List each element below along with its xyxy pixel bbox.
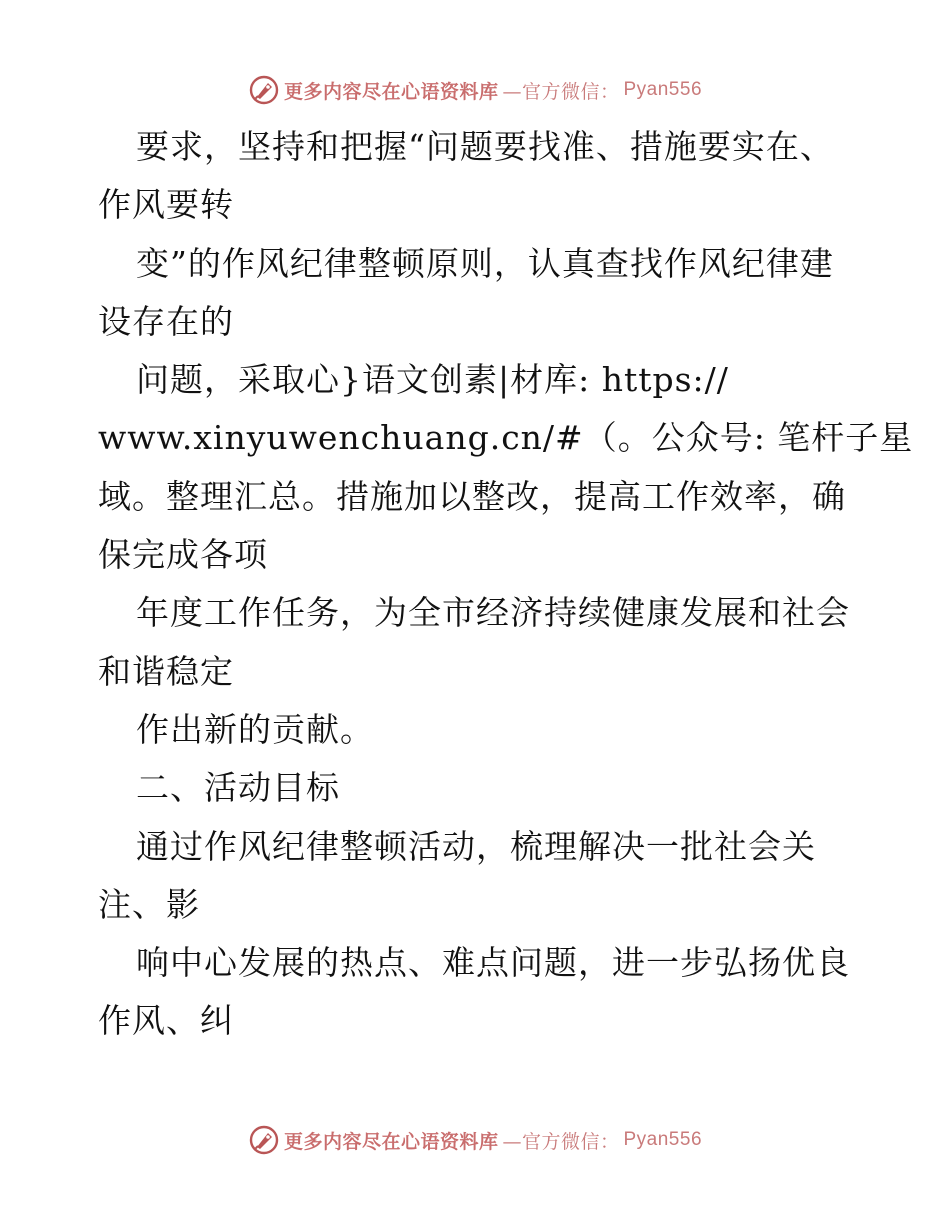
- watermark-id-text: Pyan556: [623, 1129, 703, 1150]
- body-line: 作风、纠: [98, 1001, 234, 1041]
- pen-nib-seal-icon: [248, 74, 280, 106]
- watermark-main-text: 更多内容尽在心语资料库: [283, 1130, 499, 1153]
- body-line: 保完成各项: [98, 535, 268, 575]
- watermark-sep-text: —官方微信：: [502, 80, 620, 103]
- watermark-main-text: 更多内容尽在心语资料库: [283, 80, 499, 103]
- page-footer-watermark: [0, 1120, 950, 1160]
- body-line: 设存在的: [98, 301, 234, 341]
- body-line: 要求，坚持和把握“问题要找准、措施要实在、: [136, 127, 834, 166]
- pen-nib-seal-icon: [248, 1124, 280, 1156]
- body-line: 问题，采取心}语文创素|材库: https://: [136, 360, 729, 400]
- watermark-id-text: Pyan556: [623, 79, 703, 100]
- body-line: 通过作风纪律整顿活动，梳理解决一批社会关: [136, 826, 816, 866]
- document-body: [98, 118, 914, 1051]
- body-line: 域。整理汇总。措施加以整改，提高工作效率，确: [98, 476, 846, 516]
- body-line: 响中心发展的热点、难点问题，进一步弘扬优良: [136, 943, 850, 983]
- body-line: 注、影: [98, 884, 200, 924]
- body-line: 作出新的贡献。: [136, 709, 374, 749]
- watermark: [248, 74, 702, 106]
- body-line: www.xinyuwenchuang.cn/#（。公众号: 笔杆子星: [98, 418, 914, 458]
- watermark-sep-text: —官方微信：: [502, 1130, 620, 1153]
- watermark: [248, 1124, 702, 1156]
- page-header-watermark: [0, 70, 950, 110]
- body-line: 变”的作风纪律整顿原则，认真查找作风纪律建: [136, 243, 834, 283]
- body-line: 年度工作任务，为全市经济持续健康发展和社会: [136, 593, 850, 633]
- section-heading: 二、活动目标: [136, 768, 340, 808]
- body-line: 作风要转: [98, 185, 234, 225]
- body-line: 和谐稳定: [98, 651, 234, 691]
